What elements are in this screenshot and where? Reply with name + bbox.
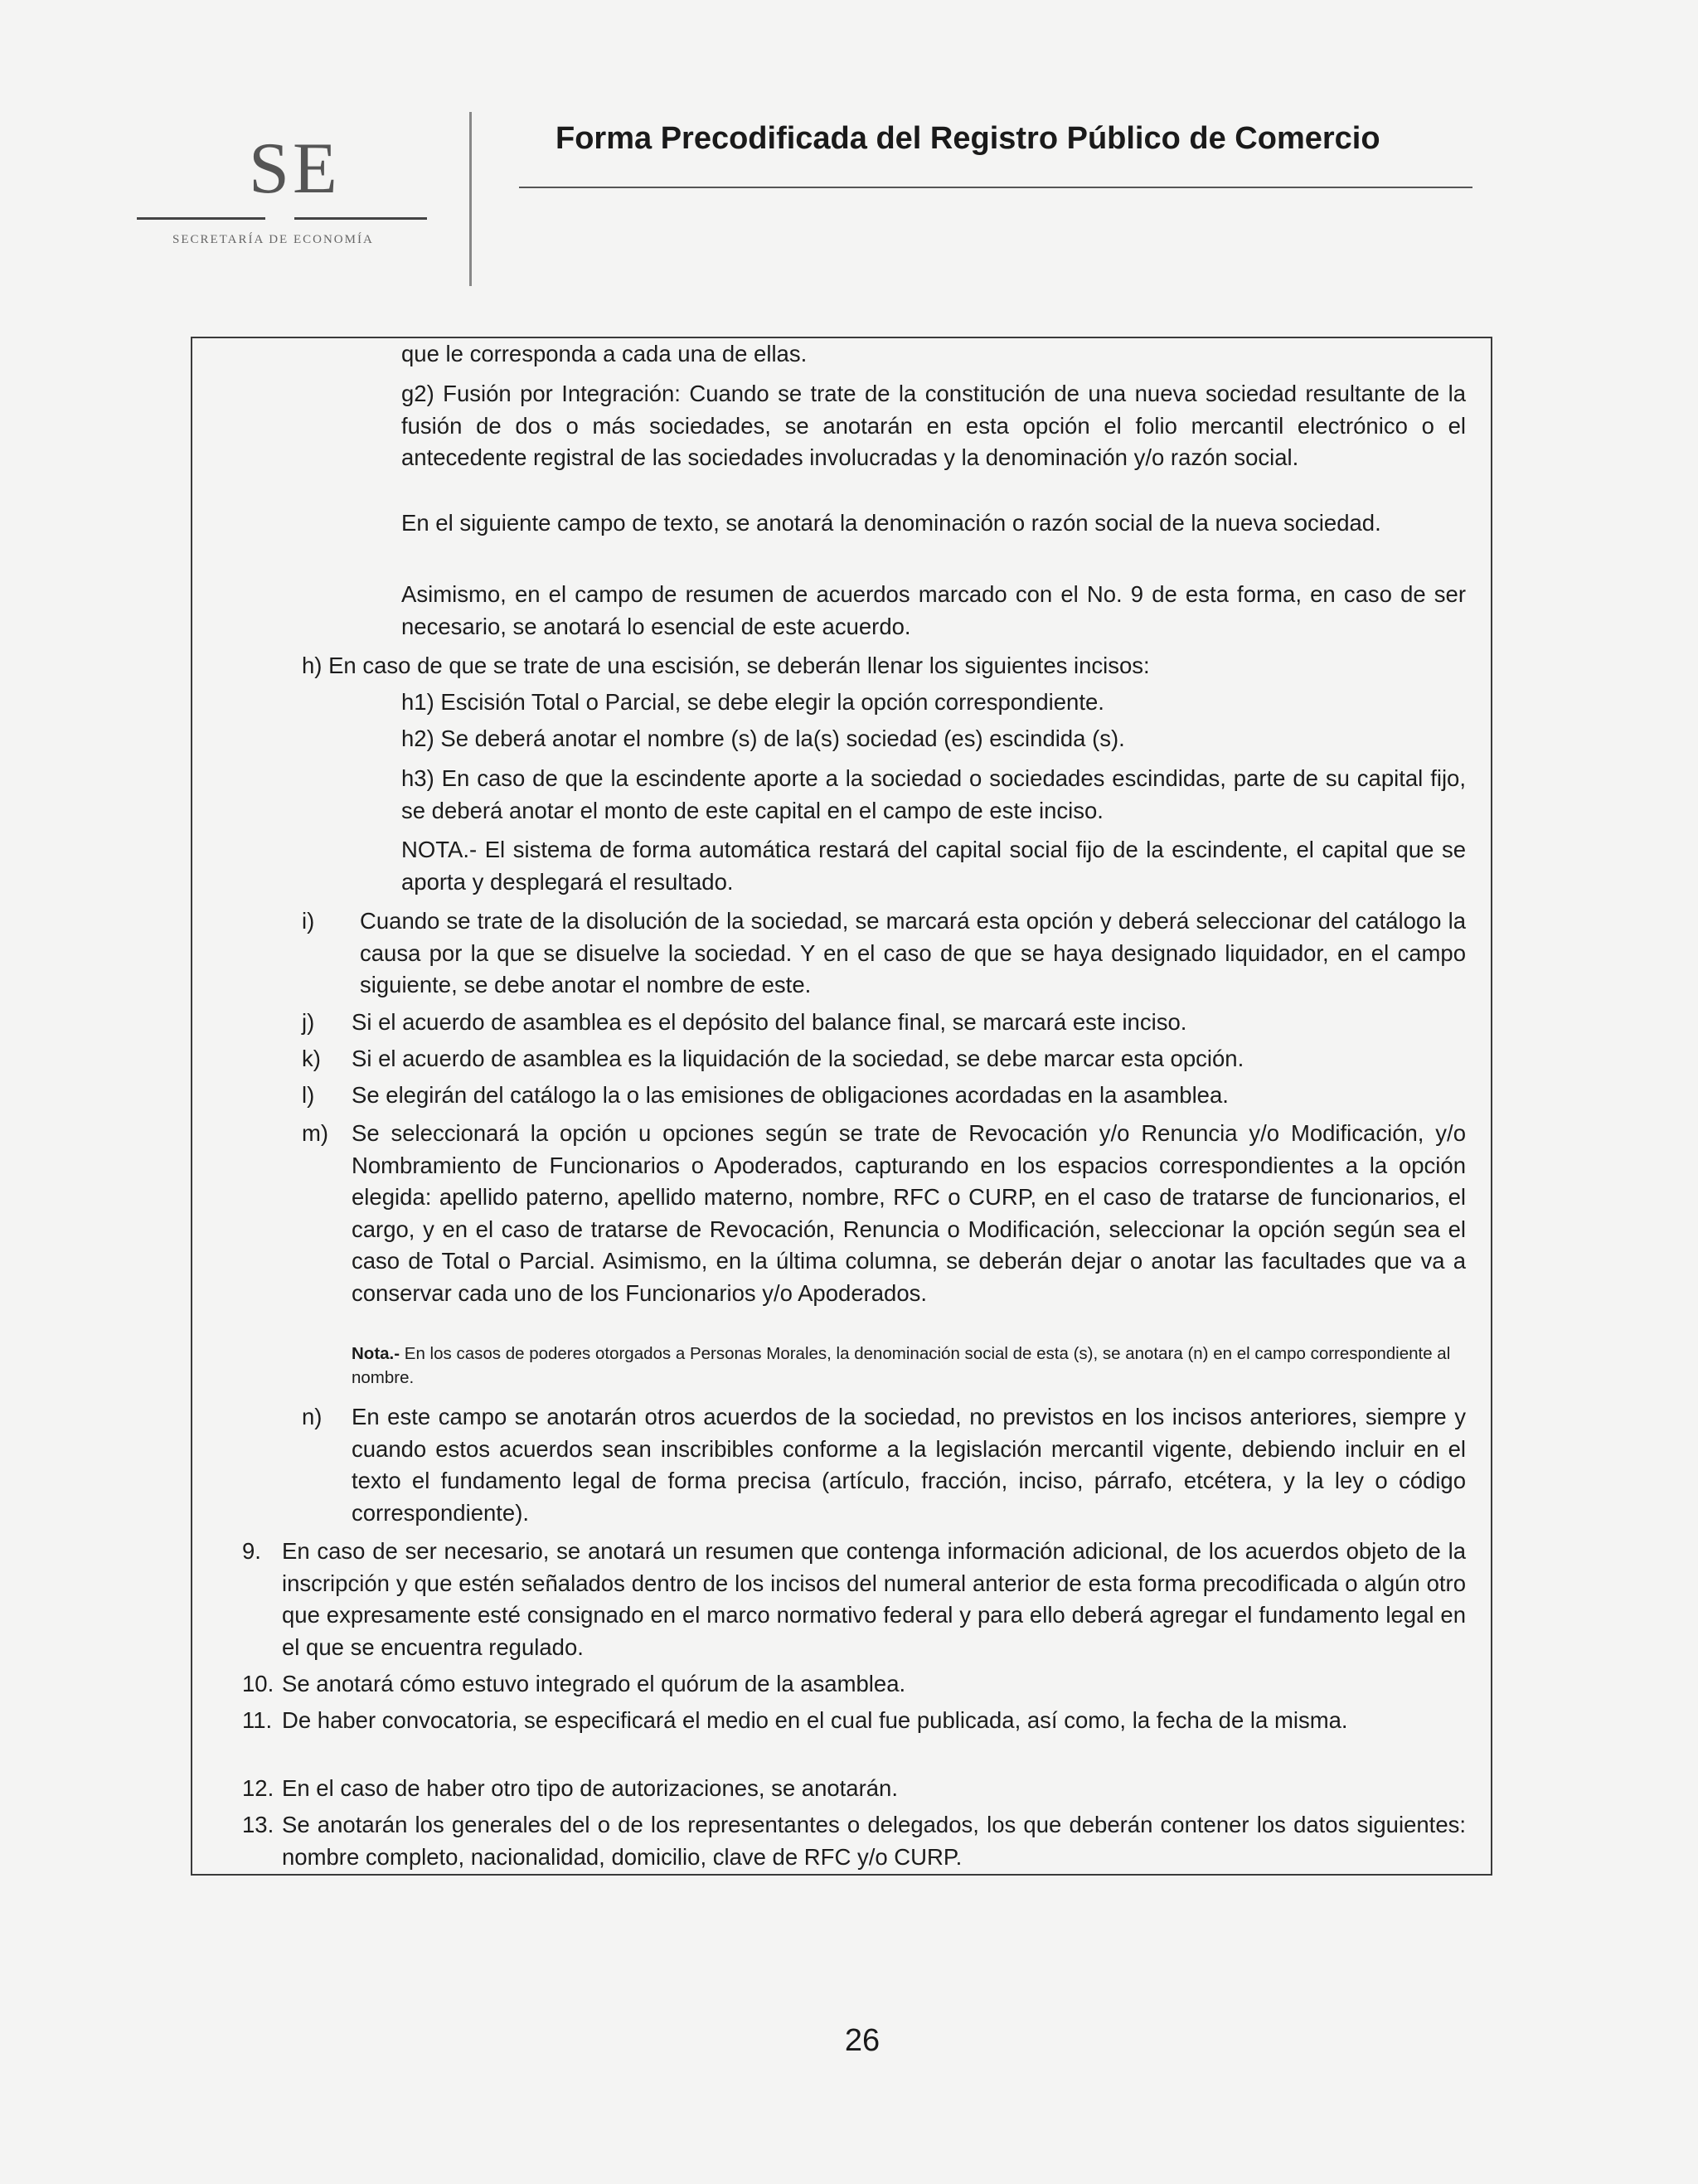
item-l-text: Se elegirán del catálogo la o las emisiones de obligaciones acordadas en la asamblea.	[352, 1082, 1229, 1108]
intro-text: que le corresponda a cada una de ellas.	[401, 341, 808, 366]
logo-rule-right	[294, 217, 427, 220]
h-nota-text: NOTA.- El sistema de forma automática restará del capital social fijo de la escindente, el capital que se aporta y desplegará el resultado.	[401, 837, 1466, 895]
page-title: Forma Precodificada del Registro Público de Comercio	[555, 121, 1380, 156]
item-i-text: Cuando se trate de la disolución de la sociedad, se marcará esta opción y deberá seleccionar del catálogo la causa por la que se disuelve la sociedad. Y en el caso de que se haya designado liquidador, en el campo siguiente, se debe anotar el nombre de este.	[360, 908, 1466, 997]
item-12-text: En el caso de haber otro tipo de autorizaciones, se anotarán.	[282, 1775, 898, 1801]
se-logo-subtitle: SECRETARÍA DE ECONOMÍA	[172, 233, 374, 246]
h1-text: h1) Escisión Total o Parcial, se debe elegir la opción correspondiente.	[401, 689, 1104, 715]
item-m-nota	[352, 1342, 1466, 1390]
item-m-nota-text: En los casos de poderes otorgados a Personas Morales, la denominación social de esta (s), se anotara (n) en el campo correspondiente al nombre.	[352, 1344, 1451, 1387]
item-m-nota-label: Nota.-	[352, 1344, 400, 1363]
item-10-text: Se anotará cómo estuvo integrado el quórum de la asamblea.	[282, 1671, 906, 1696]
item-m-text: Se seleccionará la opción u opciones según se trate de Revocación y/o Renuncia y/o Modificación, y/o Nombramiento de Funcionarios o Apoderados, capturando en los espacios correspondientes a la opción elegida: apellido paterno, apellido materno, nombre, RFC o CURP, en el caso de tratarse de funcionarios, el cargo, y en el caso de tratarse de Revocación, Renuncia o Modificación, seleccionar la opción según sea el caso de Total o Parcial. Asimismo, en la última columna, se deberán dejar o anotar las facultades que va a conservar cada uno de los Funcionarios y/o Apoderados.	[352, 1120, 1466, 1306]
item-12-label: 12.	[242, 1775, 274, 1801]
g2-text: g2) Fusión por Integración: Cuando se trate de la constitución de una nueva sociedad resultante de la fusión de dos o más sociedades, se anotarán en esta opción el folio mercantil electrónico o el antecedente registral de las sociedades involucradas y la denominación y/o razón social.	[401, 381, 1466, 470]
item-j-label: j)	[302, 1009, 315, 1035]
item-9-text: En caso de ser necesario, se anotará un resumen que contenga información adicional, de los acuerdos objeto de la inscripción y que estén señalados dentro de los incisos del numeral anterior de esta forma precodificada o algún otro que expresamente esté consignado en el marco normativo federal y para ello deberá agregar el fundamento legal en el que se encuentra regulado.	[282, 1538, 1466, 1660]
item-k-text: Si el acuerdo de asamblea es la liquidación de la sociedad, se debe marcar esta opción.	[352, 1046, 1244, 1071]
item-n-text: En este campo se anotarán otros acuerdos de la sociedad, no previstos en los incisos anteriores, siempre y cuando estos acuerdos sean inscribibles conforme a la legislación mercantil vigente, debiendo incluir en el texto el fundamento legal de forma precisa (artículo, fracción, inciso, párrafo, etcétera, y la ley o código correspondiente).	[352, 1404, 1466, 1526]
item-9-label: 9.	[242, 1538, 261, 1564]
se-logo: SE	[249, 129, 341, 209]
instructions-box	[191, 337, 1492, 1876]
item-10-label: 10.	[242, 1671, 274, 1696]
item-13-text: Se anotarán los generales del o de los representantes o delegados, los que deberán contener los datos siguientes: nombre completo, nacionalidad, domicilio, clave de RFC y/o CURP.	[282, 1812, 1466, 1870]
header-rule	[519, 187, 1472, 188]
g2-text-b: En el siguiente campo de texto, se anotará la denominación o razón social de la nueva sociedad.	[401, 510, 1381, 536]
item-l-label: l)	[302, 1082, 315, 1108]
item-i-label: i)	[302, 908, 315, 934]
h-text: h) En caso de que se trate de una escisión, se deberán llenar los siguientes incisos:	[302, 653, 1150, 678]
header-divider	[469, 112, 472, 286]
item-k-label: k)	[302, 1046, 321, 1071]
h2-text: h2) Se deberá anotar el nombre (s) de la(s) sociedad (es) escindida (s).	[401, 726, 1125, 751]
page-number: 26	[844, 2023, 881, 2058]
h3-text: h3) En caso de que la escindente aporte a la sociedad o sociedades escindidas, parte de su capital fijo, se deberá anotar el monto de este capital en el campo de este inciso.	[401, 765, 1466, 823]
item-j-text: Si el acuerdo de asamblea es el depósito del balance final, se marcará este inciso.	[352, 1009, 1187, 1035]
logo-rule-left	[137, 217, 265, 220]
item-13-label: 13.	[242, 1812, 274, 1837]
item-n-label: n)	[302, 1404, 323, 1429]
item-m-label: m)	[302, 1120, 329, 1146]
g2-text-c: Asimismo, en el campo de resumen de acuerdos marcado con el No. 9 de esta forma, en caso de ser necesario, se anotará lo esencial de este acuerdo.	[401, 581, 1466, 639]
item-11-label: 11.	[242, 1707, 273, 1733]
item-11-text: De haber convocatoria, se especificará el medio en el cual fue publicada, así como, la fecha de la misma.	[282, 1707, 1348, 1733]
